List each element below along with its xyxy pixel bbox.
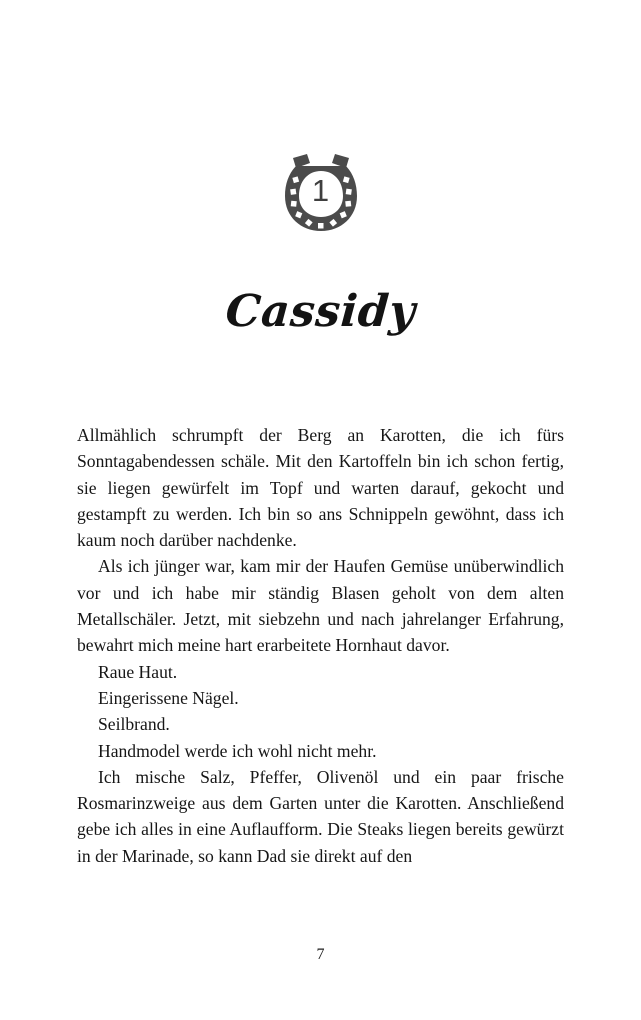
chapter-title: Cassidy xyxy=(223,286,418,337)
paragraph: Seilbrand. xyxy=(98,714,170,735)
paragraph: Ich mische Salz, Pfeffer, Olivenöl und ein paar frische Rosmarinzweige aus dem Garten unter die Karotten. Anschließend gebe ich alles in eine Auflaufform. Die Steaks liegen bereits gewürzt in der Marinade, so kann Dad sie direkt auf den xyxy=(77,766,564,866)
paragraph: Eingerissene Nägel. xyxy=(98,687,239,708)
paragraph: Raue Haut. xyxy=(98,661,178,682)
paragraph: Allmählich schrumpft der Berg an Karotten, die ich fürs Sonntagabendessen schäle. Mit den Kartoffeln bin ich schon fertig, sie liegen gewürfelt im Topf und warten darauf, gekocht und gestampft zu werden. Ich bin so ans Schnippeln gewöhnt, dass ich kaum noch darüber nachdenke. xyxy=(77,425,564,551)
page-number: 7 xyxy=(316,946,325,963)
horseshoe-icon xyxy=(273,152,369,234)
paragraph: Handmodel werde ich wohl nicht mehr. xyxy=(98,740,377,761)
body-text xyxy=(77,422,564,869)
paragraph: Als ich jünger war, kam mir der Haufen Gemüse unüberwindlich vor und ich habe mir ständig Blasen geholt von dem alten Metallschäler. Jetzt, mit siebzehn und nach jahrelanger Erfahrung, bewahrt mich meine hart erarbeitete Hornhaut davor. xyxy=(77,556,564,656)
chapter-ornament xyxy=(0,152,641,234)
chapter-number: 1 xyxy=(311,173,330,208)
